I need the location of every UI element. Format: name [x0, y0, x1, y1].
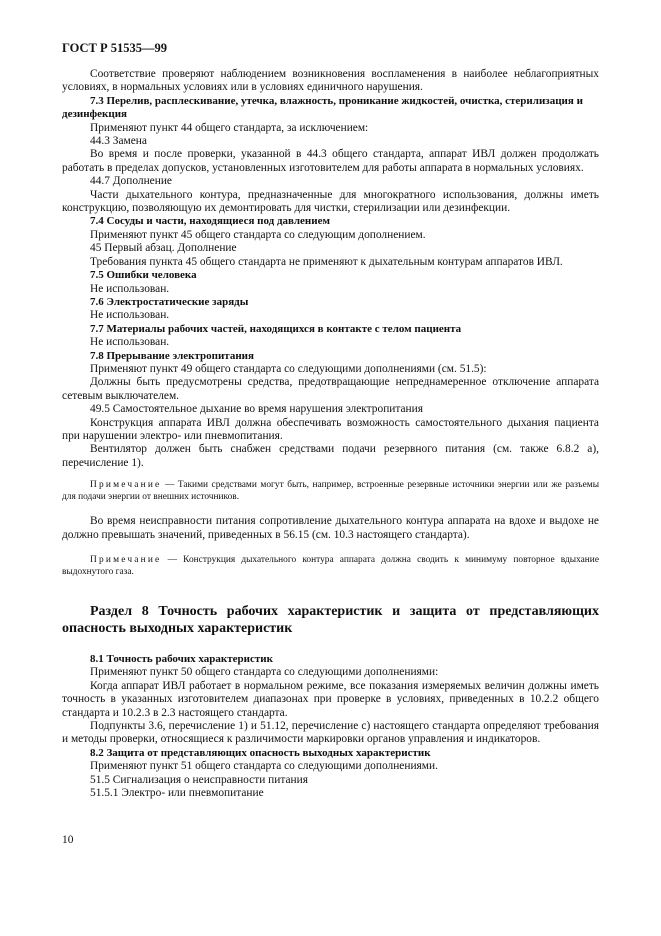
paragraph: Применяют пункт 50 общего стандарта со следующими дополнениями: [90, 666, 439, 679]
paragraph: Требования пункта 45 общего стандарта не применяют к дыхательным контурам аппаратов ИВЛ. [90, 255, 563, 268]
paragraph: Конструкция аппарата ИВЛ должна обеспечивать возможность самостоятельного дыхания пациента при нарушении электро- или пневмопитания. [62, 416, 599, 442]
subsection-heading-7-6: 7.6 Электростатические заряды [90, 295, 249, 308]
document-code-header: ГОСТ Р 51535—99 [62, 41, 168, 55]
paragraph: Применяют пункт 49 общего стандарта со следующими дополнениями (см. 51.5): [90, 362, 487, 375]
paragraph: Подпункты 3.6, перечисление 1) и 51.12, перечисление с) настоящего стандарта определяют требования и методы проверки, относящиеся к различимости маркировки органов управления и индикаторов. [62, 720, 599, 746]
paragraph: 44.7 Дополнение [90, 175, 172, 188]
note [62, 554, 599, 578]
note [62, 479, 599, 503]
subsection-heading-7-5: 7.5 Ошибки человека [90, 269, 197, 282]
paragraph: Во время и после проверки, указанной в 44.3 общего стандарта, аппарат ИВЛ должен продолжать работать в пределах допусков, установленных изготовителем для работы аппарата в нормальных условиях. [62, 148, 599, 174]
note-text: — Конструкция дыхательного контура аппарата должна сводить к минимуму повторное вдыхание выдохнутого газа. [62, 555, 599, 577]
subsection-heading-7-7: 7.7 Материалы рабочих частей, находящихся в контакте с телом пациента [90, 322, 462, 335]
note-label: Примечание [90, 480, 162, 491]
subsection-heading-8-1: 8.1 Точность рабочих характеристик [90, 653, 273, 665]
paragraph: Соответствие проверяют наблюдением возникновения воспламенения в наиболее неблагоприятных условиях, в нормальных условиях или в условиях единичного нарушения. [62, 68, 599, 94]
note-text: — Такими средствами могут быть, например, встроенные резервные источники энергии или же разъемы для подачи энергии от внешних источников. [62, 480, 599, 503]
paragraph: 45 Первый абзац. Дополнение [90, 242, 237, 255]
section-heading-8: Раздел 8 Точность рабочих характеристик и защита от представляющих опасность выходных характеристик [62, 604, 599, 636]
paragraph: Когда аппарат ИВЛ работает в нормальном режиме, все показания измеряемых величин должны иметь точность в указанных изготовителем диапазонах при проверке в условиях, приведенных в 10.2.2 общего стандарта и 10.2.3 в 2.3 настоящего стандарта. [62, 679, 599, 719]
note-label: Примечание [90, 555, 162, 565]
subsection-heading-7-8: 7.8 Прерывание электропитания [90, 349, 254, 362]
paragraph: Должны быть предусмотрены средства, предотвращающие непреднамеренное отключение аппарата сетевым выключателем. [62, 376, 599, 402]
page-number: 10 [62, 834, 74, 846]
paragraph: Вентилятор должен быть снабжен средствами подачи резервного питания (см. также 6.8.2 а), перечисление 1). [62, 443, 599, 469]
paragraph: Применяют пункт 45 общего стандарта со следующим дополнением. [90, 228, 426, 241]
paragraph: 44.3 Замена [90, 135, 147, 148]
paragraph: Не использован. [90, 336, 170, 349]
paragraph: 49.5 Самостоятельное дыхание во время нарушения электропитания [90, 403, 423, 416]
subsection-heading-8-2: 8.2 Защита от представляющих опасность выходных характеристик [90, 746, 431, 759]
paragraph: Применяют пункт 44 общего стандарта, за исключением: [90, 121, 369, 134]
paragraph: Применяют пункт 51 общего стандарта со следующими дополнениями. [90, 760, 438, 773]
document-body [62, 68, 599, 800]
paragraph: 51.5.1 Электро- или пневмопитание [90, 787, 264, 800]
paragraph: Во время неисправности питания сопротивление дыхательного контура аппарата на вдохе и выдохе не должно превышать значений, приведенных в 56.15 (см. 10.3 настоящего стандарта). [62, 515, 599, 541]
subsection-heading-7-3: 7.3 Перелив, расплескивание, утечка, влажность, проникание жидкостей, очистка, стерилизация и дезинфекция [62, 94, 583, 121]
subsection-heading-7-4: 7.4 Сосуды и части, находящиеся под давлением [90, 215, 330, 228]
paragraph: Не использован. [90, 309, 170, 322]
paragraph: Не использован. [90, 282, 170, 295]
paragraph: Части дыхательного контура, предназначенные для многократного использования, должны иметь конструкцию, позволяющую их демонтировать для чистки, стерилизации или дезинфекции. [62, 188, 599, 215]
paragraph: 51.5 Сигнализация о неисправности питания [90, 773, 308, 786]
